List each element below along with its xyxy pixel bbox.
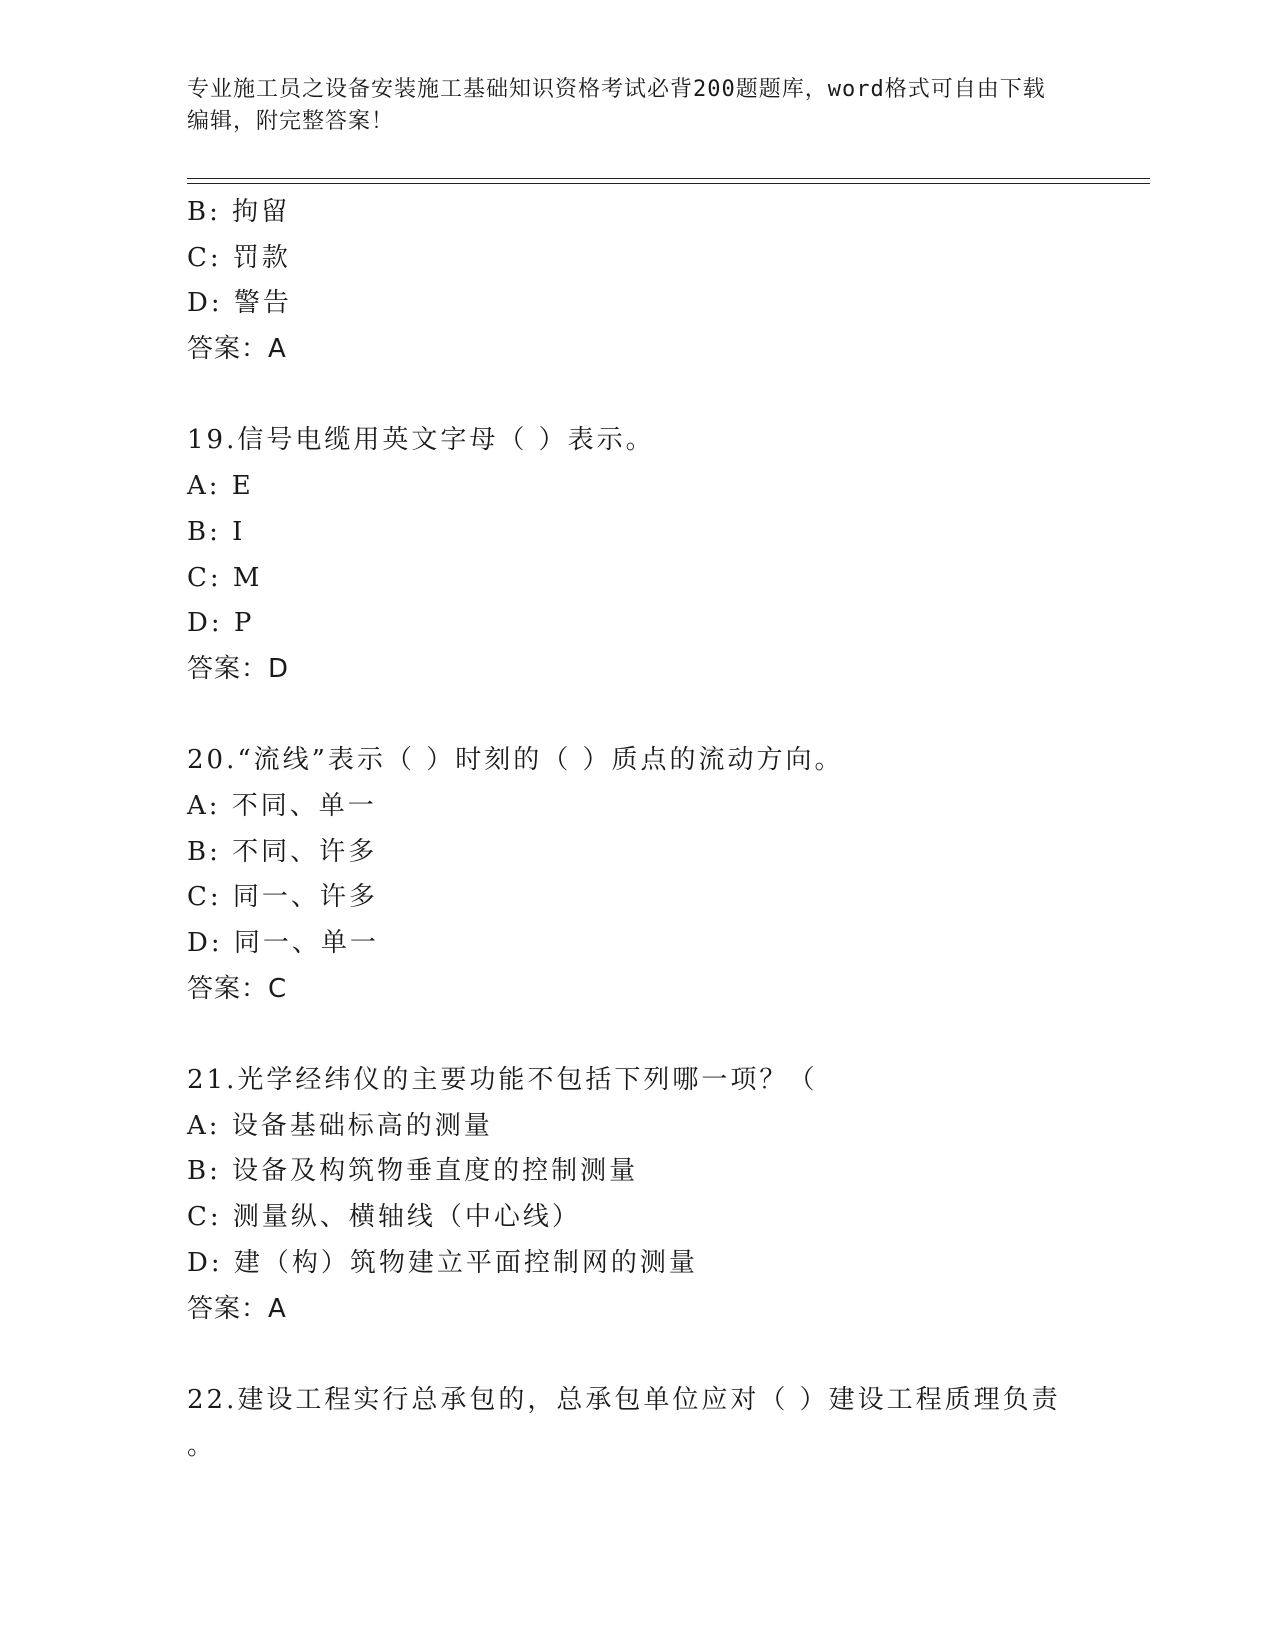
answer-line: 答案：C (187, 973, 288, 1004)
option-a: A: E (187, 471, 254, 502)
answer-line: 答案：A (187, 334, 287, 365)
answer-line: 答案：D (187, 653, 290, 684)
option-b: B: 设备及构筑物垂直度的控制测量 (187, 1156, 639, 1187)
option-c: C: 测量纵、横轴线（中心线） (187, 1202, 581, 1233)
spacer (187, 1012, 1087, 1058)
question-18-continued (187, 190, 1087, 373)
answer-line: 答案：A (187, 1293, 287, 1324)
header-divider-bottom (187, 183, 1150, 184)
option-d: D: 同一、单一 (187, 928, 379, 958)
spacer (187, 373, 1087, 419)
option-a: A: 不同、单一 (187, 790, 377, 821)
spacer (187, 1332, 1087, 1378)
question-stem: 19.信号电缆用英文字母（ ）表示。 (187, 425, 655, 456)
option-b: B: I (187, 516, 246, 547)
question-19 (187, 418, 1087, 692)
question-22 (187, 1378, 1087, 1469)
option-c: C: 同一、许多 (187, 882, 378, 913)
option-c: C: M (187, 562, 263, 593)
question-stem: 22.建设工程实行总承包的，总承包单位应对（ ）建设工程质理负责 (187, 1384, 1061, 1415)
option-b: B: 不同、许多 (187, 836, 378, 867)
question-21 (187, 1058, 1087, 1332)
document-header: 专业施工员之设备安装施工基础知识资格考试必背200题题库，word格式可自由下载编辑，附完整答案！ (187, 77, 1046, 134)
question-stem: 21.光学经纬仪的主要功能不包括下列哪一项？（ (187, 1065, 818, 1096)
option-d: D: 建（构）筑物建立平面控制网的测量 (187, 1247, 698, 1278)
spacer (187, 693, 1087, 739)
question-stem: 20.“流线”表示（ ）时刻的（ ）质点的流动方向。 (187, 745, 844, 776)
option-d: D: 警告 (187, 288, 292, 319)
option-a: A: 设备基础标高的测量 (187, 1110, 493, 1141)
option-b: B: 拘留 (187, 197, 291, 227)
question-stem-continued: 。 (187, 1430, 217, 1461)
header-divider-top (187, 178, 1150, 179)
question-list (187, 190, 1087, 1469)
question-20 (187, 738, 1087, 1012)
option-d: D: P (187, 608, 255, 639)
option-c: C: 罚款 (187, 242, 291, 273)
